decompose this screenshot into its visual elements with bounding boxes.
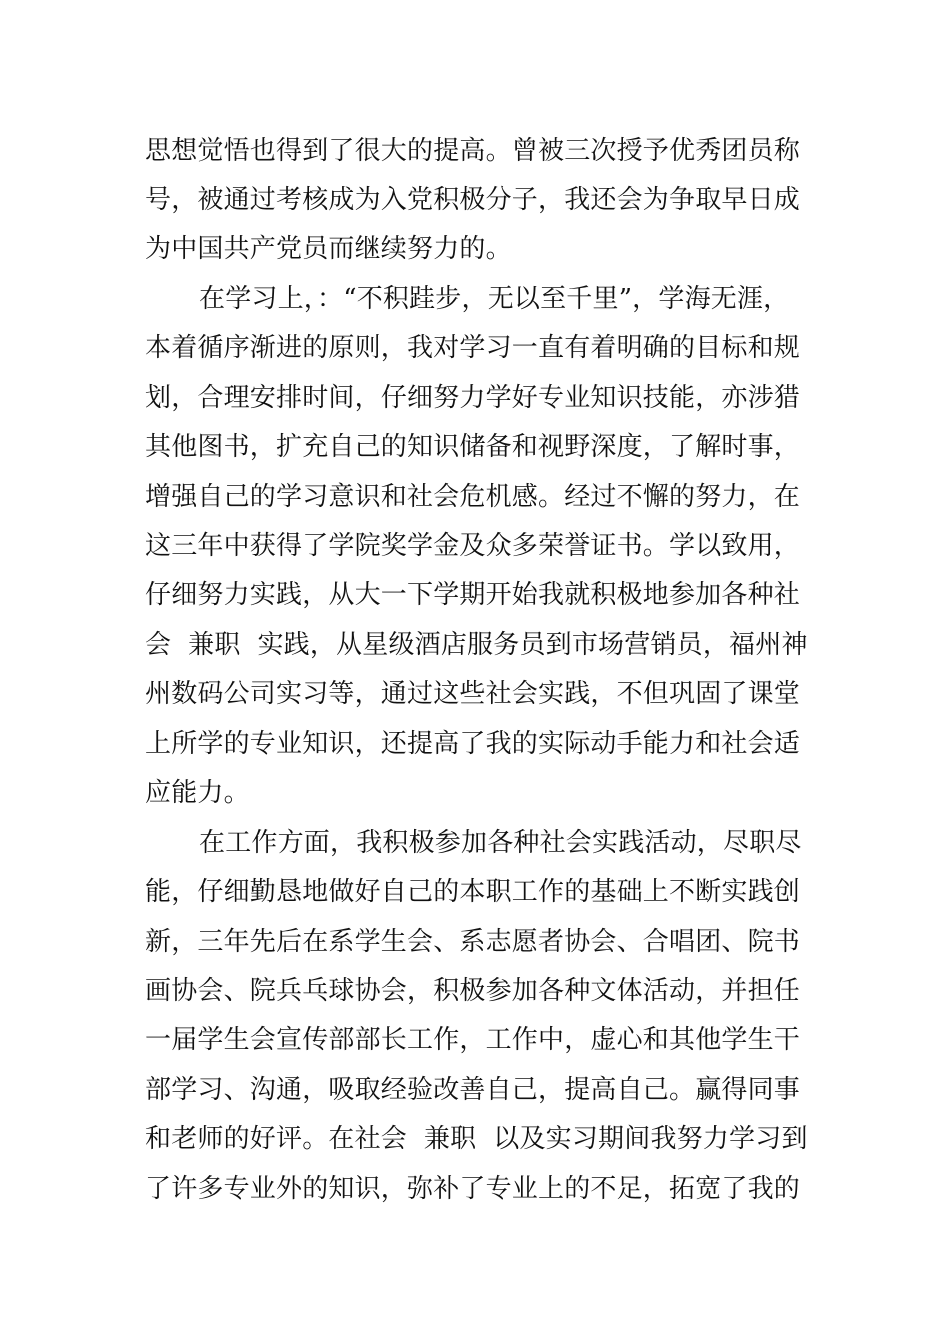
text-line: 增强自己的学习意识和社会危机感。经过不懈的努力，在 bbox=[145, 482, 801, 512]
text-line: 上所学的专业知识，还提高了我的实际动手能力和社会适 bbox=[145, 729, 801, 759]
text-line: 思想觉悟也得到了很大的提高。曾被三次授予优秀团员称 bbox=[145, 136, 801, 166]
text-line: 号，被通过考核成为入党积极分子，我还会为争取早日成 bbox=[145, 185, 801, 215]
text-line: 了许多专业外的知识，弥补了专业上的不足，拓宽了我的 bbox=[145, 1174, 801, 1204]
text-line: 画协会、院兵乓球协会，积极参加各种文体活动，并担任 bbox=[145, 976, 801, 1006]
text-line: 这三年中获得了学院奖学金及众多荣誉证书。学以致用， bbox=[145, 531, 801, 561]
text-line: 部学习、沟通，吸取经验改善自己，提高自己。赢得同事 bbox=[145, 1075, 801, 1105]
text-line: 一届学生会宣传部部长工作，工作中，虚心和其他学生干 bbox=[145, 1025, 801, 1055]
text-line: 在学习上，：“不积跬步，无以至千里”，学海无涯， bbox=[199, 284, 790, 314]
text-line: 州数码公司实习等，通过这些社会实践，不但巩固了课堂 bbox=[145, 679, 801, 709]
text-line: 应能力。 bbox=[145, 778, 250, 808]
text-line: 在工作方面，我积极参加各种社会实践活动，尽职尽 bbox=[199, 828, 802, 858]
text-line: 仔细努力实践，从大一下学期开始我就积极地参加各种社 bbox=[145, 580, 801, 610]
text-line: 其他图书，扩充自己的知识储备和视野深度，了解时事， bbox=[145, 432, 801, 462]
text-line: 和老师的好评。在社会 兼职 以及实习期间我努力学习到 bbox=[145, 1124, 808, 1154]
text-line: 新，三年先后在系学生会、系志愿者协会、合唱团、院书 bbox=[145, 927, 801, 957]
text-line: 为中国共产党员而继续努力的。 bbox=[145, 234, 512, 264]
text-line: 本着循序渐进的原则，我对学习一直有着明确的目标和规 bbox=[145, 333, 801, 363]
text-line: 能，仔细勤恳地做好自己的本职工作的基础上不断实践创 bbox=[145, 877, 801, 907]
text-line: 会 兼职 实践，从星级酒店服务员到市场营销员，福州神 bbox=[145, 630, 808, 660]
text-line: 划，合理安排时间，仔细努力学好专业知识技能，亦涉猎 bbox=[145, 383, 801, 413]
